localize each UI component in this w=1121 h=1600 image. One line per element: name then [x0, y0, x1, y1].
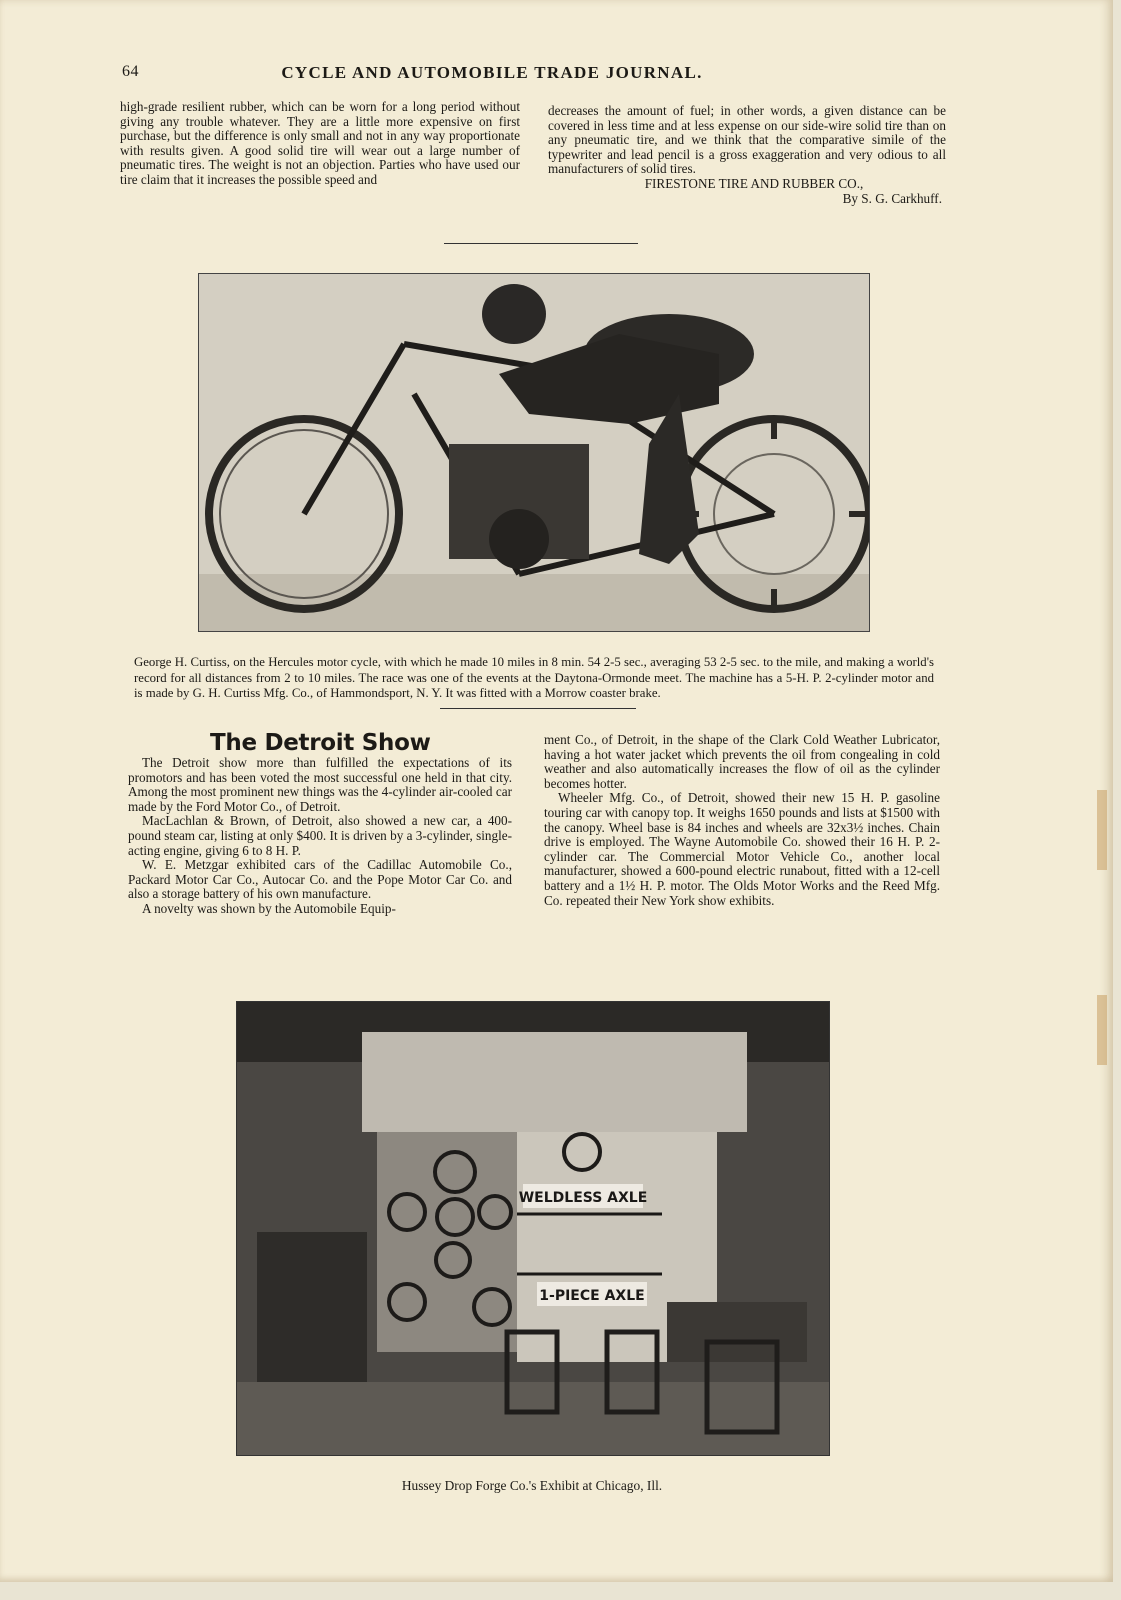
exhibit-photo [236, 1001, 830, 1456]
article-left-column [128, 756, 512, 917]
page-number: 64 [122, 63, 139, 80]
top-left-column [120, 100, 520, 188]
piece-axle-sign: 1-PIECE AXLE [539, 1288, 645, 1304]
paragraph: W. E. Metzgar exhibited cars of the Cadillac Automobile Co., Packard Motor Car Co., Autocar Co. and the Pope Motor Car Co. and also a storage battery of his own manufacture. [128, 857, 512, 902]
signature-author: By S. G. Carkhuff. [842, 190, 942, 206]
motorcycle-caption: George H. Curtiss, on the Hercules motor cycle, with which he made 10 miles in 8 min. 54 2-5 sec., averaging 53 2-5 sec. to the mile, and making a world's record for all distances from 2 to 10 miles. The race was one of the events at the Daytona-Ormonde meet. The machine has a 5-H. P. 2-cylinder motor and is made by G. H. Curtiss Mfg. Co., of Hammondsport, N. Y. It was fitted with a Morrow coaster brake. [134, 655, 934, 700]
paragraph: high-grade resilient rubber, which can be worn for a long period without giving any trouble whatever. They are a little more expensive on first purchase, but the difference is only small and not in any way proportionate with results given. A good solid tire will wear out a large number of pneumatic tires. The weight is not an objection. Parties who have used our tire claim that it increases the possible speed and [120, 99, 520, 187]
article-heading: The Detroit Show [210, 730, 431, 756]
paragraph: MacLachlan & Brown, of Detroit, also showed a new car, a 400-pound steam car, listing at only $400. It is driven by a 3-cylinder, single-acting engine, giving 6 to 8 H. P. [128, 813, 512, 858]
divider [440, 708, 636, 709]
signature-company: FIRESTONE TIRE AND RUBBER CO., [644, 175, 864, 191]
page-header [122, 63, 802, 85]
paragraph: ment Co., of Detroit, in the shape of the Clark Cold Weather Lubricator, having a hot water jacket which prevents the oil from congealing in cold weather and also automatically increases the flow of oil as the cylinder becomes hotter. [544, 732, 940, 791]
motorcycle-photo [198, 273, 870, 632]
journal-title: CYCLE AND AUTOMOBILE TRADE JOURNAL. [281, 63, 703, 82]
torn-edge [1097, 790, 1107, 870]
weldless-axle-sign: WELDLESS AXLE [518, 1190, 648, 1206]
divider [444, 243, 638, 244]
paragraph: The Detroit show more than fulfilled the expectations of its promotors and has been voted the most successful one held in that city. Among the most prominent new things was the 4-cylinder air-cooled car made by the Ford Motor Co., of Detroit. [128, 755, 512, 814]
top-right-column [548, 104, 946, 206]
exhibit-caption: Hussey Drop Forge Co.'s Exhibit at Chicago, Ill. [401, 1478, 663, 1493]
paragraph: Wheeler Mfg. Co., of Detroit, showed their new 15 H. P. gasoline touring car with canopy top. It weighs 1650 pounds and lists at $1500 with the canopy. Wheel base is 84 inches and wheels are 32x3½ inches. Chain drive is employed. The Wayne Automobile Co. showed their 16 H. P. 2-cylinder car. The Commercial Motor Vehicle Co., another local manufacturer, showed a 600-pound electric runabout, fitted with a 12-cell battery and a 1½ H. P. motor. The Olds Motor Works and the Reed Mfg. Co. repeated their New York show exhibits. [544, 790, 940, 908]
paragraph: decreases the amount of fuel; in other words, a given distance can be covered in less time and at less expense on our side-wire solid tire than on any pneumatic tire, and we think that the comparative simile of the typewriter and lead pencil is a gross exaggeration and very odious to all manufacturers of solid tires. [548, 103, 946, 177]
paragraph: A novelty was shown by the Automobile Equip- [142, 900, 396, 916]
torn-edge [1097, 995, 1107, 1065]
article-right-column [544, 733, 940, 908]
